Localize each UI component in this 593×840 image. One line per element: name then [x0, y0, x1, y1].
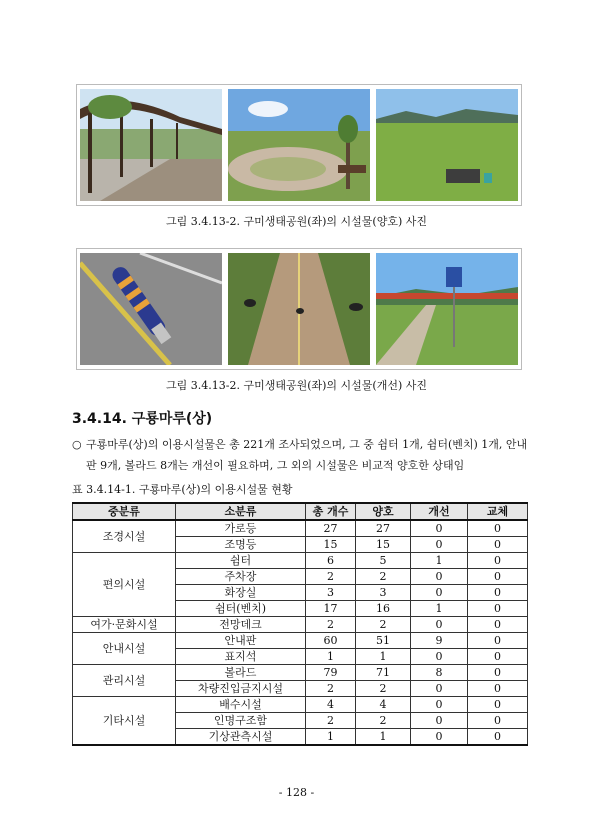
- header-good: 양호: [356, 503, 411, 520]
- table-header-row: [73, 503, 528, 520]
- header-category: 중분류: [73, 503, 176, 520]
- cell-improve: 0: [411, 713, 468, 729]
- cell-replace: 0: [468, 729, 528, 746]
- cell-improve: 0: [411, 585, 468, 601]
- lawn-drain-photo: [376, 89, 518, 201]
- cell-category: 기타시설: [73, 697, 176, 746]
- cell-replace: 0: [468, 569, 528, 585]
- bullet-mark: ○: [72, 438, 82, 451]
- cell-good: 51: [356, 633, 411, 649]
- cell-total: 3: [306, 585, 356, 601]
- table-row: [73, 665, 528, 681]
- cell-category: 여가·문화시설: [73, 617, 176, 633]
- page-number: - 128 -: [278, 786, 315, 799]
- cell-improve: 1: [411, 553, 468, 569]
- cell-subcategory: 인명구조함: [176, 713, 306, 729]
- cell-subcategory: 안내판: [176, 633, 306, 649]
- cell-good: 15: [356, 537, 411, 553]
- table-row: [73, 633, 528, 649]
- cell-total: 6: [306, 553, 356, 569]
- table-caption: 표 3.4.14-1. 구룡마루(상)의 이용시설물 현황: [72, 483, 293, 496]
- garden-bench-photo: [228, 89, 370, 201]
- cell-total: 2: [306, 681, 356, 697]
- cell-replace: 0: [468, 601, 528, 617]
- cell-replace: 0: [468, 520, 528, 537]
- summary-text: 구룡마루(상)의 이용시설물은 총 221개 조사되었으며, 그 중 쉼터 1개, 쉼터(벤치) 1개, 안내판 9개, 볼라드 8개는 개선이 필요하며, 그 외의 시설물은 비교적 양호한 상태임: [86, 438, 528, 472]
- cell-subcategory: 주차장: [176, 569, 306, 585]
- cell-subcategory: 쉼터(벤치): [176, 601, 306, 617]
- photo-row-improve: [76, 248, 522, 370]
- cell-replace: 0: [468, 553, 528, 569]
- cell-replace: 0: [468, 649, 528, 665]
- cell-total: 1: [306, 649, 356, 665]
- cell-total: 2: [306, 713, 356, 729]
- table-row: [73, 697, 528, 713]
- cell-good: 71: [356, 665, 411, 681]
- cell-subcategory: 쉼터: [176, 553, 306, 569]
- cell-subcategory: 차량진입금지시설: [176, 681, 306, 697]
- cell-improve: 0: [411, 537, 468, 553]
- cell-total: 4: [306, 697, 356, 713]
- figure-caption-good: 그림 3.4.13-2. 구미생태공원(좌)의 시설물(양호) 사진: [166, 215, 427, 228]
- cell-replace: 0: [468, 713, 528, 729]
- cell-improve: 1: [411, 601, 468, 617]
- header-total: 총 개수: [306, 503, 356, 520]
- cell-improve: 0: [411, 569, 468, 585]
- cell-good: 3: [356, 585, 411, 601]
- facility-status-table: [72, 502, 528, 746]
- cell-good: 16: [356, 601, 411, 617]
- cell-category: 조경시설: [73, 520, 176, 553]
- cell-improve: 0: [411, 681, 468, 697]
- cell-subcategory: 화장실: [176, 585, 306, 601]
- table-row: [73, 617, 528, 633]
- cell-good: 1: [356, 649, 411, 665]
- table-row: [73, 553, 528, 569]
- cell-good: 2: [356, 617, 411, 633]
- cell-good: 2: [356, 569, 411, 585]
- cell-improve: 0: [411, 617, 468, 633]
- cell-replace: 0: [468, 681, 528, 697]
- cell-subcategory: 가로등: [176, 520, 306, 537]
- cell-subcategory: 기상관측시설: [176, 729, 306, 746]
- cell-improve: 0: [411, 520, 468, 537]
- cell-category: 안내시설: [73, 633, 176, 665]
- section-title: 3.4.14. 구룡마루(상): [72, 411, 213, 427]
- cell-good: 2: [356, 713, 411, 729]
- cell-replace: 0: [468, 585, 528, 601]
- cell-good: 27: [356, 520, 411, 537]
- bollard-photo: [80, 253, 222, 365]
- cell-improve: 9: [411, 633, 468, 649]
- cell-good: 4: [356, 697, 411, 713]
- cell-total: 27: [306, 520, 356, 537]
- cell-total: 1: [306, 729, 356, 746]
- cell-replace: 0: [468, 665, 528, 681]
- cell-total: 60: [306, 633, 356, 649]
- photo-row-good: [76, 84, 522, 206]
- cell-subcategory: 볼라드: [176, 665, 306, 681]
- cell-good: 2: [356, 681, 411, 697]
- cell-good: 1: [356, 729, 411, 746]
- cell-replace: 0: [468, 617, 528, 633]
- cell-subcategory: 조명등: [176, 537, 306, 553]
- bike-path-lights-photo: [228, 253, 370, 365]
- cell-improve: 0: [411, 649, 468, 665]
- cell-total: 2: [306, 569, 356, 585]
- cell-subcategory: 표지석: [176, 649, 306, 665]
- header-replace: 교체: [468, 503, 528, 520]
- cell-improve: 0: [411, 729, 468, 746]
- cell-total: 17: [306, 601, 356, 617]
- table-body: [73, 520, 528, 745]
- pergola-walkway-photo: [80, 89, 222, 201]
- cell-replace: 0: [468, 697, 528, 713]
- cell-replace: 0: [468, 537, 528, 553]
- cell-total: 79: [306, 665, 356, 681]
- header-subcategory: 소분류: [176, 503, 306, 520]
- cell-subcategory: 전망데크: [176, 617, 306, 633]
- header-improve: 개선: [411, 503, 468, 520]
- cell-replace: 0: [468, 633, 528, 649]
- signpost-path-photo: [376, 253, 518, 365]
- cell-improve: 0: [411, 697, 468, 713]
- figure-caption-improve: 그림 3.4.13-2. 구미생태공원(좌)의 시설물(개선) 사진: [166, 379, 427, 392]
- cell-category: 편의시설: [73, 553, 176, 617]
- summary-paragraph: [72, 434, 528, 476]
- cell-subcategory: 배수시설: [176, 697, 306, 713]
- cell-category: 관리시설: [73, 665, 176, 697]
- cell-total: 2: [306, 617, 356, 633]
- cell-total: 15: [306, 537, 356, 553]
- table-row: [73, 520, 528, 537]
- cell-good: 5: [356, 553, 411, 569]
- cell-improve: 8: [411, 665, 468, 681]
